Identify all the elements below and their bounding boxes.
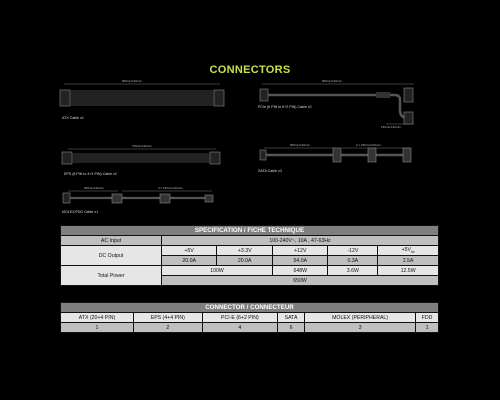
connector-count: 1 <box>61 323 134 333</box>
power: 3.6W <box>328 266 378 276</box>
current: 20.0A <box>162 256 217 266</box>
current: 54.0A <box>273 256 328 266</box>
spec-title: SPECIFICATION / FICHE TECHNIQUE <box>61 226 439 236</box>
current: 0.3A <box>328 256 378 266</box>
eps-cable-label: EPS (8 PIN to 4+4 PIN) Cable x2 <box>64 172 117 176</box>
connector-count: 2 <box>133 323 202 333</box>
power: 12.5W <box>378 266 439 276</box>
connector-header: EPS (4+4 PIN) <box>133 313 202 323</box>
connector-table <box>60 302 439 333</box>
spec-table <box>60 225 439 286</box>
connector-title: CONNECTOR / CONNECTEUR <box>61 303 439 313</box>
total-power-value: 650W <box>162 276 439 286</box>
connector-header: SATA <box>278 313 305 323</box>
rail: $+5V_{sb}$ <box>378 246 439 256</box>
connector-count: 6 <box>278 323 305 333</box>
molex-cable-drawing <box>63 193 213 203</box>
sata-dimension: 500mm±10mm <box>290 143 310 147</box>
pcie-dimension: 600mm±10mm <box>322 79 342 83</box>
current: 20.0A <box>217 256 273 266</box>
sata-cable-label: SATA Cable x3 <box>258 169 282 173</box>
rail: +5V <box>162 246 217 256</box>
atx-dimension: 600mm±10mm <box>122 79 142 83</box>
molex-dimension-2: 2 x 150mm±10mm <box>158 186 183 190</box>
ac-input-value: 100-240V~, 10A , 47-63Hz <box>162 236 439 246</box>
eps-dimension: 750mm±10mm <box>132 144 152 148</box>
eps-cable-drawing <box>62 152 220 164</box>
power: 648W <box>273 266 328 276</box>
molex-dimension: 500mm±10mm <box>84 186 104 190</box>
rail: -12V <box>328 246 378 256</box>
sata-cable-drawing <box>260 148 411 162</box>
sata-dimension-2: 2 x 150mm±10mm <box>356 143 381 147</box>
connector-header: MOLEX (PERIPHERAL) <box>304 313 415 323</box>
ac-input-label: AC Input <box>61 236 162 246</box>
page-title: CONNECTORS <box>209 64 291 76</box>
combined-power: 100W <box>162 266 273 276</box>
connector-count: 4 <box>202 323 277 333</box>
atx-cable-label: ATX Cable x1 <box>62 116 84 120</box>
rail: +12V <box>273 246 328 256</box>
connector-header: PCI-E (6+2 PIN) <box>202 313 277 323</box>
connector-header: ATX (20+4 PIN) <box>61 313 134 323</box>
connector-count: 1 <box>416 323 439 333</box>
rail: +3.3V <box>217 246 273 256</box>
current: 2.5A <box>378 256 439 266</box>
total-power-label: Total Power <box>61 266 162 286</box>
connector-header: FDD <box>416 313 439 323</box>
dc-output-label: DC Output <box>61 246 162 266</box>
pcie-dimension-2: 150mm±10mm <box>381 125 401 129</box>
pcie-cable-label: PCIe (6 PIN to 6+2 PIN) Cable x2 <box>258 105 312 109</box>
connector-count: 3 <box>304 323 415 333</box>
molex-cable-label: MOLEX/FDD Cable x1 <box>62 210 99 214</box>
atx-cable-drawing <box>60 90 224 106</box>
